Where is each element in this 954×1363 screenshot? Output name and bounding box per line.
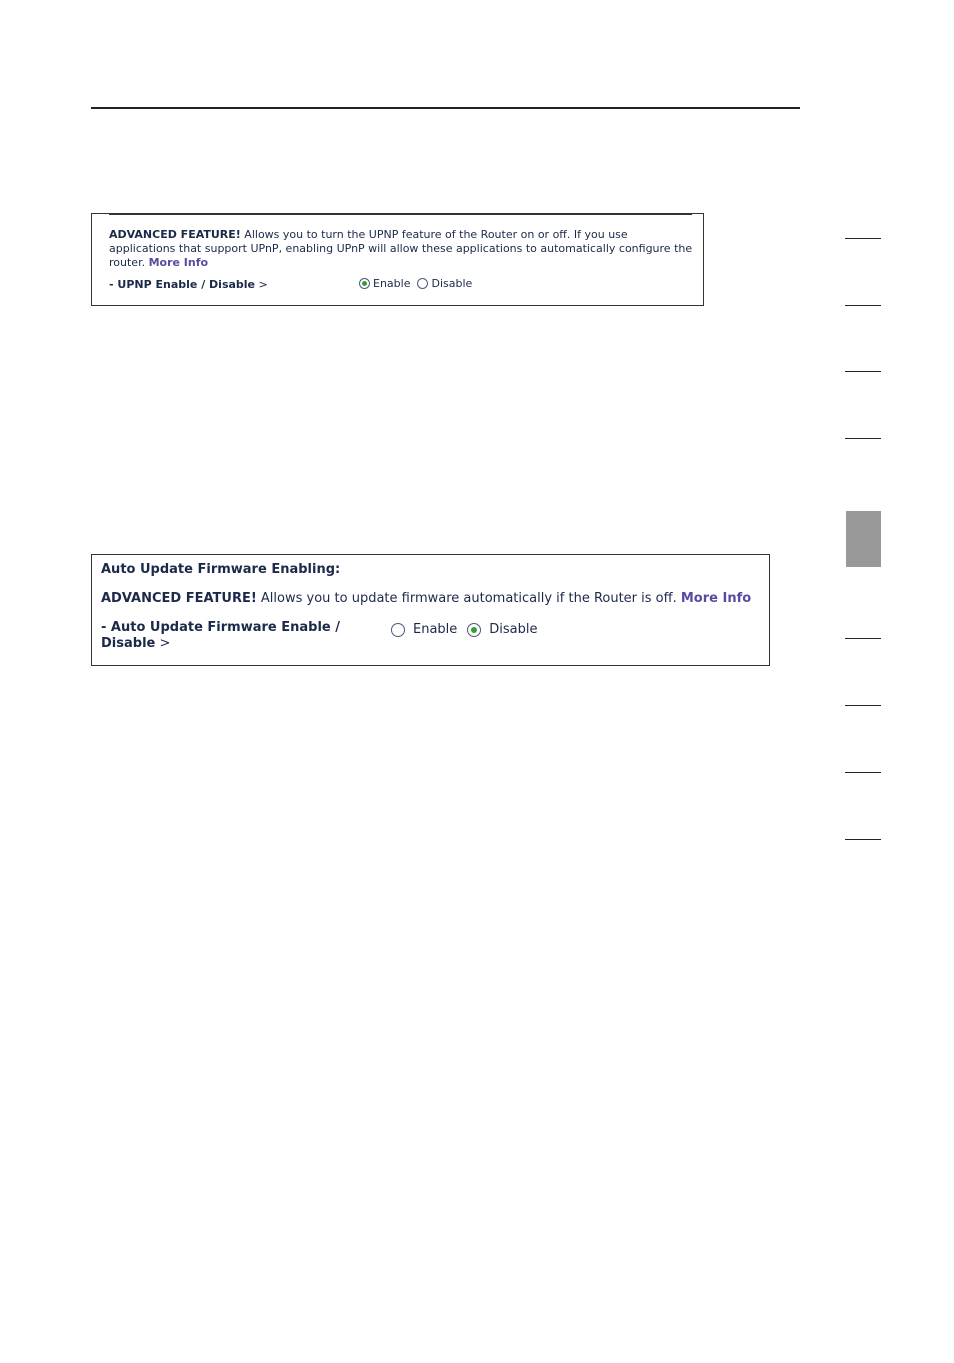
panel-top-rule (109, 214, 692, 215)
section-marker-4 (845, 438, 881, 439)
advanced-feature-label: ADVANCED FEATURE! (109, 228, 241, 241)
firmware-radio-group (391, 622, 538, 637)
firmware-more-info-link[interactable]: More Info (680, 591, 752, 606)
panel-bottom-rule (109, 305, 692, 306)
firmware-setting-label: - Auto Update Firmware Enable / Disable > (101, 620, 340, 651)
section-marker-7 (845, 772, 881, 773)
firmware-enable-radio[interactable]: Enable (391, 622, 457, 637)
top-rule (91, 107, 800, 109)
section-marker-2 (845, 305, 881, 306)
upnp-radio-group (359, 277, 472, 290)
radio-checked-icon[interactable] (467, 623, 481, 637)
firmware-panel-title: Auto Update Firmware Enabling: (101, 562, 341, 577)
radio-unchecked-icon[interactable] (391, 623, 405, 637)
firmware-setting-row (101, 620, 766, 656)
firmware-description-text: Allows you to update firmware automatically if the Router is off. (256, 591, 681, 606)
upnp-enable-radio[interactable]: Enable (359, 277, 410, 290)
upnp-setting-row (109, 277, 694, 293)
upnp-disable-radio[interactable]: Disable (417, 277, 472, 290)
radio-checked-icon[interactable] (359, 278, 370, 289)
firmware-description (101, 591, 766, 606)
section-marker-5 (845, 638, 881, 639)
active-section-tab (846, 511, 881, 567)
upnp-description (109, 228, 694, 270)
section-marker-3 (845, 371, 881, 372)
section-marker-1 (845, 238, 881, 239)
section-marker-6 (845, 705, 881, 706)
upnp-setting-label: - UPNP Enable / Disable > (109, 278, 268, 291)
upnp-more-info-link[interactable]: More Info (148, 256, 209, 269)
firmware-disable-radio[interactable]: Disable (467, 622, 537, 637)
firmware-panel (91, 554, 770, 666)
upnp-panel (91, 213, 704, 306)
section-marker-8 (845, 839, 881, 840)
upnp-description-text: Allows you to turn the UPNP feature of the Router on or off. If you use applications that support UPnP, enabling UPnP will allow these applications to automatically configure the router. (109, 228, 693, 269)
radio-unchecked-icon[interactable] (417, 278, 428, 289)
advanced-feature-label: ADVANCED FEATURE! (101, 591, 257, 606)
